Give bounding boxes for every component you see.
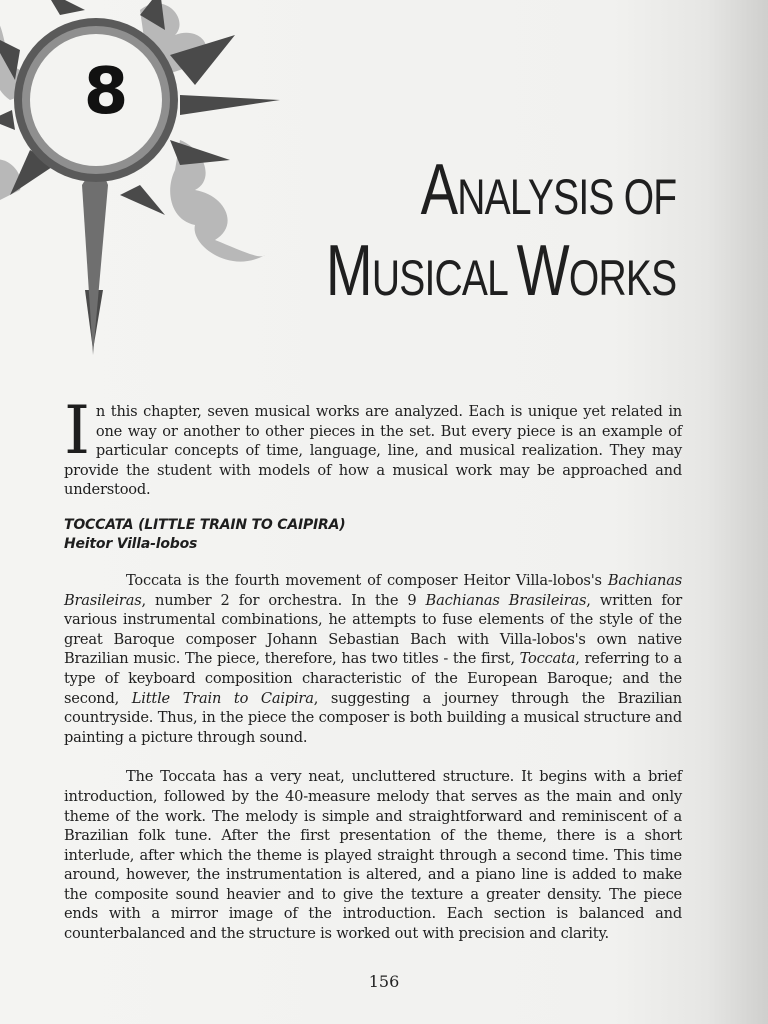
- body-paragraph-2: The Toccata has a very neat, uncluttered structure. It begins with a brief introduction, followed by the 40-measure melody that serves as the main and only theme of the work. The melody is simple and straightforward and reminiscent of a Brazilian folk tune. After the first presentation of the theme, there is a short interlude, after which the theme is played straight through a second time. This time around, however, the instrumentation is altered, and a piano line is added to make the composite sound heavier and to give the texture a greater density. The piece ends with a mirror image of the introduction. Each section is balanced and counterbalanced and the structure is worked out with precision and clarity.: [64, 768, 682, 943]
- text-run: , number 2 for orchestra. In the 9: [141, 591, 426, 609]
- text-run: , written for various instrumental combinations, he attempts to fuse elements of the style of the great Baroque composer Johann Sebastian Bach with Villa-lobos's own native Brazilian music. The piece, therefore, has two titles - the first,: [64, 591, 682, 668]
- text-run: , suggesting a journey through the Brazilian countryside. Thus, in the piece the composer is both building a musical structure and painting a picture through sound.: [64, 689, 682, 746]
- work-title: Little Train to Caipira: [131, 689, 314, 707]
- page-number: 156: [368, 972, 400, 991]
- work-title: Bachianas Brasileiras: [64, 571, 682, 609]
- drop-cap: I: [64, 392, 90, 469]
- work-title: Bachianas Brasileiras: [425, 591, 587, 609]
- title-rest: NALYSIS OF: [456, 169, 676, 225]
- title-cap: M: [325, 230, 372, 311]
- chapter-body: [64, 392, 682, 944]
- title-cap: W: [516, 230, 569, 311]
- text-run: , referring to a type of keyboard composition characteristic of the European Baroque; and the second,: [64, 650, 682, 707]
- chapter-number: 8: [83, 55, 129, 129]
- section-composer: Heitor Villa-lobos: [64, 535, 198, 552]
- title-line-1: [326, 150, 676, 231]
- section-heading: TOCCATA (LITTLE TRAIN TO CAIPIRA): [64, 516, 346, 533]
- intro-paragraph: [64, 392, 682, 500]
- chapter-title: [326, 150, 676, 311]
- title-cap: A: [420, 150, 457, 230]
- title-rest: ORKS: [568, 249, 676, 306]
- text-run: Toccata is the fourth movement of composer Heitor Villa-lobos's: [126, 571, 608, 589]
- title-line-2: [326, 231, 676, 312]
- title-rest: USICAL: [371, 249, 517, 306]
- sunburst-emblem-icon: [0, 0, 280, 360]
- body-paragraph-1: [64, 571, 682, 747]
- intro-text: n this chapter, seven musical works are analyzed. Each is unique yet related in one way or another to other pieces in the set. But every piece is an example of particular concepts of time, language, line, and musical realization. They may provide the student with models of how a musical work may be approached and understood.: [64, 403, 682, 499]
- work-title: Toccata: [519, 650, 576, 668]
